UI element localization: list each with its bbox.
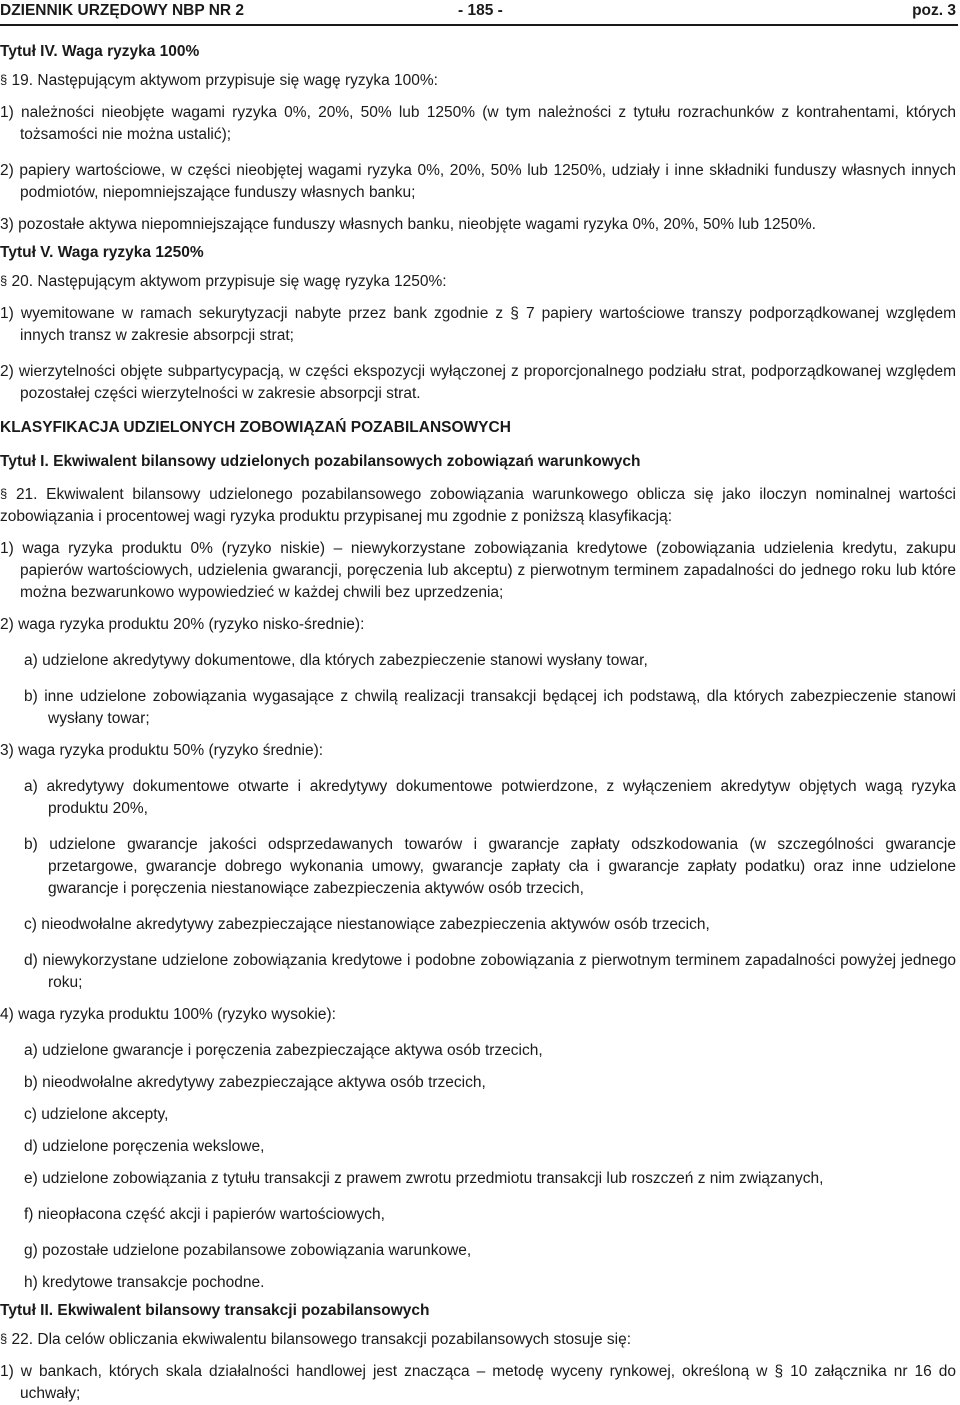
running-header [0,0,958,26]
numbered-item: 1) należności nieobjęte wagami ryzyka 0%, 20%, 50% lub 1250% (w tym należności z tytułu rozrachunków z kontrahentami, których tożsamości nie można ustalić); [0,104,956,143]
sub-item: d) niewykorzystane udzielone zobowiązania kredytowe i podobne zobowiązania z pierwotnym terminem zapadalności powyżej jednego roku; [24,952,956,991]
section-text: 22. Dla celów obliczania ekwiwalentu bilansowego transakcji pozabilansowych stosuje się: [11,1331,632,1348]
section-text: 19. Następującym aktywom przypisuje się wagę ryzyka 100%: [11,72,438,89]
sub-item: c) udzielone akcepty, [24,1106,169,1123]
sub-item: c) nieodwołalne akredytywy zabezpieczające niestanowiące zabezpieczenia aktywów osób trzecich, [24,916,710,933]
page-number: - 185 - [458,2,503,19]
numbered-item: 4) waga ryzyka produktu 100% (ryzyko wysokie): [0,1006,336,1023]
sub-item: b) nieodwołalne akredytywy zabezpieczające aktywa osób trzecich, [24,1074,486,1091]
section-heading: Tytuł V. Waga ryzyka 1250% [0,244,204,261]
sub-item: a) udzielone akredytywy dokumentowe, dla których zabezpieczenie stanowi wysłany towar, [24,652,648,669]
numbered-item: 3) waga ryzyka produktu 50% (ryzyko średnie): [0,742,324,759]
numbered-item: 2) papiery wartościowe, w części nieobjętej wagami ryzyka 0%, 20%, 50% lub 1250%, udziały i inne składniki funduszy własnych innych podmiotów, niepomniejszające funduszy własnych banku; [0,162,956,201]
section-mark: § [0,1331,8,1346]
numbered-item: 3) pozostałe aktywa niepomniejszające funduszy własnych banku, nieobjęte wagami ryzyka 0%, 20%, 50% lub 1250%. [0,216,816,233]
section-mark: § [0,273,8,288]
sub-item: d) udzielone poręczenia wekslowe, [24,1138,265,1155]
sub-item: f) nieopłacona część akcji i papierów wartościowych, [24,1206,385,1223]
section-text: 21. Ekwiwalent bilansowy udzielonego pozabilansowego zobowiązania warunkowego oblicza się jako iloczyn nominalnej wartości zobowiązania i procentowej wagi ryzyka produktu przypisanej mu zgodnie z poniższą klasyfikacją: [0,486,957,525]
sub-item: h) kredytowe transakcje pochodne. [24,1274,265,1291]
paragraph-section [0,69,956,92]
section-text: 20. Następującym aktywom przypisuje się wagę ryzyka 1250%: [11,273,447,290]
numbered-item: 1) w bankach, których skala działalności handlowej jest znacząca – metodę wyceny rynkowej, określoną w § 10 załącznika nr 16 do uchwały; [0,1363,956,1402]
numbered-item: 1) waga ryzyka produktu 0% (ryzyko niskie) – niewykorzystane zobowiązania kredytowe (zobowiązania udzielenia kredytu, zakupu papierów wartościowych, udzielenia gwarancji, poręczenia lub akceptu) z pierwotnym terminem zapadalności do jednego roku lub które można bezwarunkowo wypowiedzieć w każdej chwili bez uprzedzenia; [0,540,956,601]
numbered-item: 2) waga ryzyka produktu 20% (ryzyko nisko-średnie): [0,616,365,633]
sub-item: a) udzielone gwarancje i poręczenia zabezpieczające aktywa osób trzecich, [24,1042,543,1059]
paragraph-section [0,1328,956,1351]
section-heading: KLASYFIKACJA UDZIELONYCH ZOBOWIĄZAŃ POZABILANSOWYCH [0,419,511,436]
paragraph-section [0,483,956,528]
paragraph-section [0,270,956,293]
sub-item: a) akredytywy dokumentowe otwarte i akredytywy dokumentowe potwierdzone, z wyłączeniem akredytyw objętych wagą ryzyka produktu 20%, [24,778,956,817]
journal-title: DZIENNIK URZĘDOWY NBP NR 2 [0,2,245,19]
sub-item: b) inne udzielone zobowiązania wygasające z chwilą realizacji transakcji będącej ich podstawą, dla których zabezpieczenie stanowi wysłany towar; [24,688,956,727]
sub-item: g) pozostałe udzielone pozabilansowe zobowiązania warunkowe, [24,1242,472,1259]
sub-item: b) udzielone gwarancje jakości odsprzedawanych towarów i gwarancje zapłaty odszkodowania (w szczególności gwarancje przetargowe, gwarancje dobrego wykonania umowy, gwarancje zapłaty cła i gwarancje zapłaty podatku) oraz inne udzielone gwarancje i poręczenia niestanowiące zabezpieczenia aktywów osób trzecich, [24,836,956,897]
sub-item: e) udzielone zobowiązania z tytułu transakcji z prawem zwrotu przedmiotu transakcji lub roszczeń z nim związanych, [24,1170,824,1187]
numbered-item: 2) wierzytelności objęte subpartycypacją, w części ekspozycji wyłączonej z proporcjonalnego podziału strat, podporządkowanej względem pozostałej części wierzytelności w zakresie absorpcji strat. [0,363,956,402]
section-heading: Tytuł II. Ekwiwalent bilansowy transakcji pozabilansowych [0,1302,430,1319]
document-body [0,33,956,1405]
section-mark: § [0,72,8,87]
item-number: poz. 3 [912,2,956,19]
numbered-item: 1) wyemitowane w ramach sekurytyzacji nabyte przez bank zgodnie z § 7 papiery wartościowe transzy podporządkowanej względem innych transz w zakresie absorpcji strat; [0,305,956,344]
section-heading: Tytuł I. Ekwiwalent bilansowy udzielonych pozabilansowych zobowiązań warunkowych [0,453,641,470]
section-heading: Tytuł IV. Waga ryzyka 100% [0,43,200,60]
section-mark: § [0,486,8,501]
